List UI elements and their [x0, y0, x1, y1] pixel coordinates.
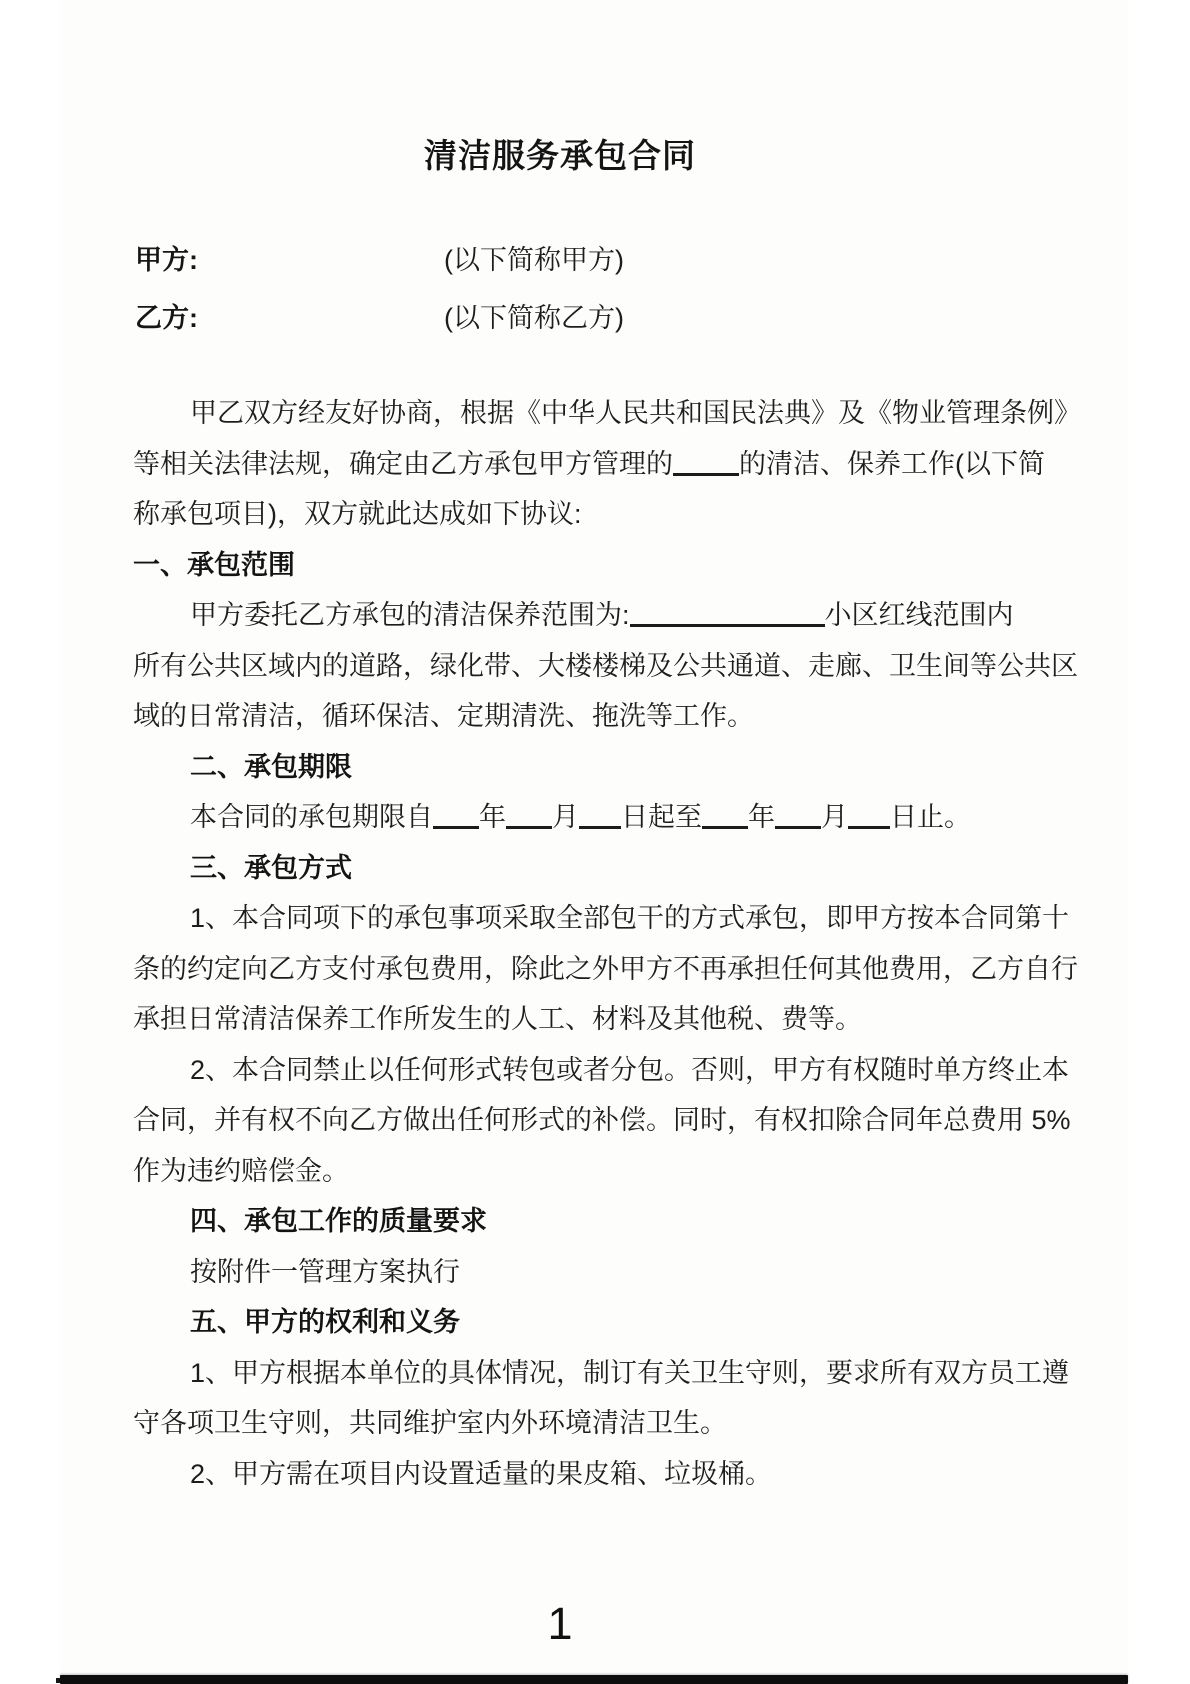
- contract-line: [133, 1398, 1073, 1449]
- line-text: 五、甲方的权利和义务: [190, 1307, 460, 1337]
- line-text: 甲方委托乙方承包的清洁保养范围为:: [190, 600, 630, 630]
- fill-in-blank: [775, 822, 821, 829]
- party-a-note: (以下简称甲方): [444, 245, 624, 275]
- contract-line: [133, 893, 1073, 944]
- contract-line: [133, 590, 1073, 641]
- line-text: 一、承包范围: [133, 549, 295, 580]
- scan-dot-artifact: [56, 1678, 60, 1683]
- line-text: 本合同的承包期限自: [190, 802, 433, 832]
- fill-in-blank: [848, 822, 890, 829]
- fill-in-blank: [506, 822, 552, 829]
- line-text: 守各项卫生守则，共同维护室内外环境清洁卫生。: [133, 1408, 727, 1438]
- contract-body: [133, 388, 1081, 1499]
- line-text: 称承包项目)，双方就此达成如下协议:: [133, 499, 582, 529]
- contract-line: [133, 489, 1073, 540]
- contract-line: [133, 1449, 1073, 1500]
- line-text: 所有公共区域内的道路，绿化带、大楼楼梯及公共通道、走廊、卫生间等公共区: [133, 650, 1078, 681]
- fill-in-blank: [630, 620, 825, 627]
- line-text: 月: [821, 802, 848, 832]
- contract-title: 清洁服务承包合同: [424, 137, 696, 174]
- line-text: 二、承包期限: [190, 751, 352, 782]
- line-text: 日起至: [621, 802, 702, 832]
- section-heading: [133, 540, 1073, 591]
- contract-line: [133, 1095, 1073, 1146]
- scan-edge-artifact: [60, 1675, 1128, 1684]
- line-text: 承担日常清洁保养工作所发生的人工、材料及其他税、费等。: [133, 1004, 862, 1034]
- line-text: 日止。: [890, 802, 971, 832]
- party-b-row: [135, 296, 1035, 336]
- section-heading: [133, 1196, 1073, 1247]
- line-text: 的清洁、保养工作(以下简: [739, 448, 1045, 479]
- contract-line: [133, 1348, 1073, 1399]
- page-number: 1: [547, 1598, 573, 1649]
- line-text: 等相关法律法规，确定由乙方承包甲方管理的: [133, 448, 673, 479]
- contract-line: [133, 439, 1073, 490]
- contract-line: [133, 388, 1081, 439]
- line-text: 甲乙双方经友好协商，根据《中华人民共和国民法典》及《物业管理条例》: [190, 398, 1081, 428]
- line-text: 四、承包工作的质量要求: [190, 1206, 487, 1236]
- fill-in-blank: [579, 822, 621, 829]
- line-text: 年: [748, 802, 775, 832]
- line-text: 月: [552, 802, 579, 832]
- line-text: 条的约定向乙方支付承包费用，除此之外甲方不再承担任何其他费用，乙方自行: [133, 953, 1078, 984]
- party-a-row: [135, 238, 1035, 278]
- contract-line: [133, 641, 1078, 692]
- fill-in-blank: [702, 822, 748, 829]
- party-b-label: 乙方:: [135, 303, 198, 333]
- line-text: 年: [479, 802, 506, 832]
- contract-line: [133, 1146, 1073, 1197]
- line-text: 1、甲方根据本单位的具体情况，制订有关卫生守则，要求所有双方员工遵: [190, 1357, 1070, 1388]
- contract-line: [133, 792, 1073, 843]
- line-text: 小区红线范围内: [824, 600, 1014, 630]
- line-text: 作为违约赔偿金。: [133, 1155, 349, 1186]
- contract-line: [133, 994, 1073, 1045]
- line-text: 合同，并有权不向乙方做出任何形式的补偿。同时，有权扣除合同年总费用 5%: [133, 1105, 1071, 1135]
- contract-line: [133, 1045, 1073, 1096]
- contract-line: [133, 944, 1078, 995]
- party-a-label: 甲方:: [135, 245, 198, 275]
- contract-line: [133, 691, 1073, 742]
- party-b-note: (以下简称乙方): [444, 303, 624, 333]
- line-text: 三、承包方式: [190, 852, 352, 883]
- line-text: 2、本合同禁止以任何形式转包或者分包。否则，甲方有权随时单方终止本: [190, 1054, 1070, 1085]
- fill-in-blank: [433, 822, 479, 829]
- section-heading: [133, 843, 1073, 894]
- line-text: 按附件一管理方案执行: [190, 1256, 460, 1287]
- line-text: 1、本合同项下的承包事项采取全部包干的方式承包，即甲方按本合同第十: [190, 903, 1070, 933]
- fill-in-blank: [673, 469, 739, 476]
- line-text: 域的日常清洁，循环保洁、定期清洗、拖洗等工作。: [133, 701, 754, 731]
- section-heading: [133, 1297, 1073, 1348]
- contract-line: [133, 1247, 1073, 1298]
- section-heading: [133, 742, 1073, 793]
- line-text: 2、甲方需在项目内设置适量的果皮箱、垃圾桶。: [190, 1458, 773, 1489]
